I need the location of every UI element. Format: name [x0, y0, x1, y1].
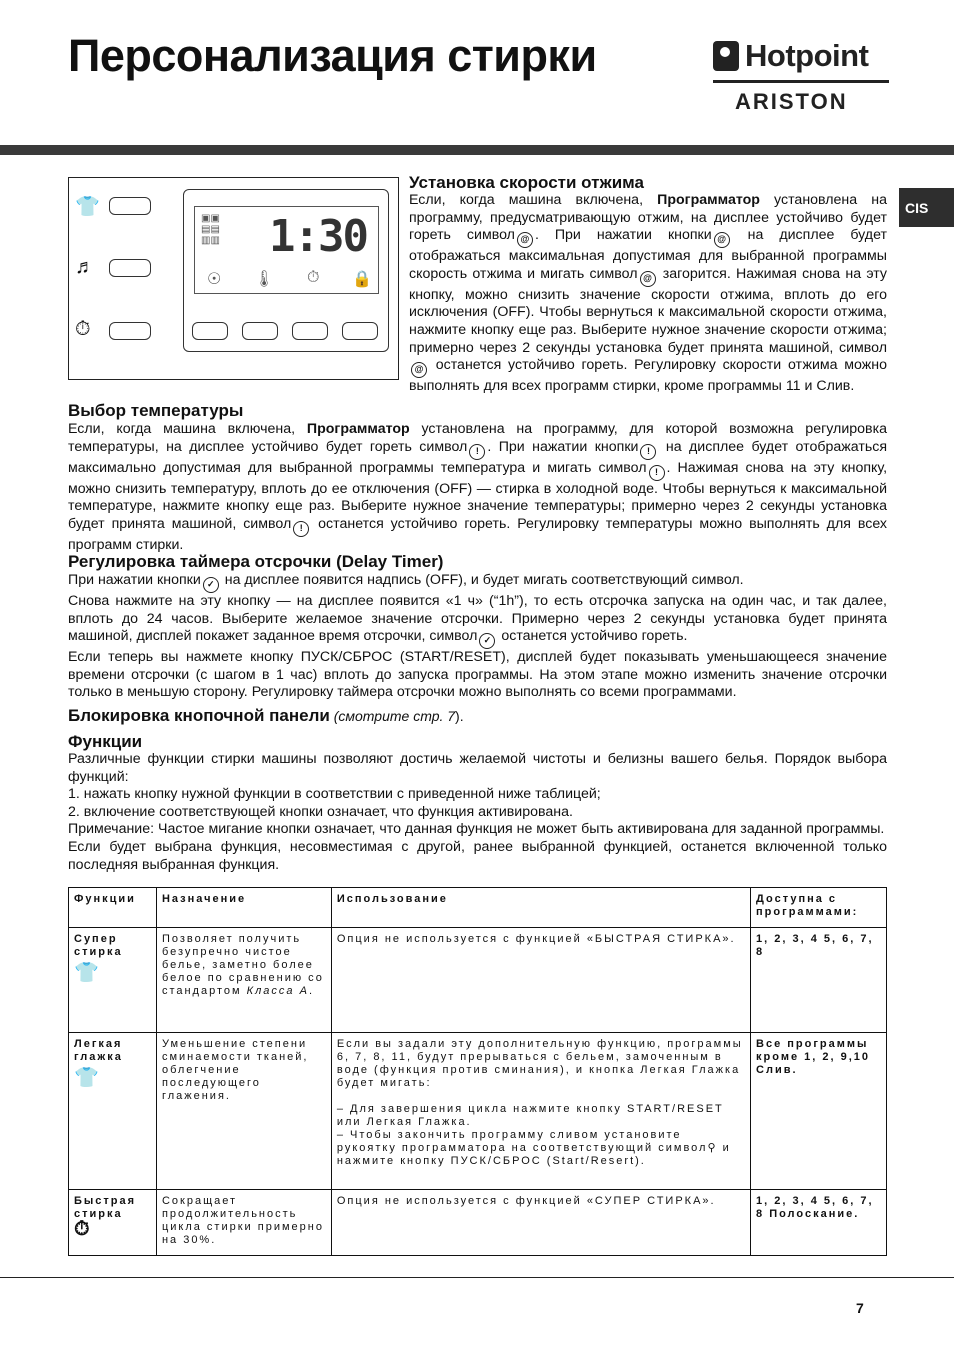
logo-text-bottom: ARISTON	[735, 89, 848, 114]
functions-table	[68, 887, 887, 1256]
lock-icon: 🔒	[352, 271, 372, 288]
table-row	[69, 928, 887, 1033]
display-frame	[183, 189, 389, 352]
temperature-button-illustration	[242, 322, 278, 340]
column-header: Использование	[331, 888, 750, 928]
temperature-icon: !	[293, 521, 309, 537]
table-row	[69, 1033, 887, 1190]
drain-icon: ⚲	[707, 1142, 718, 1154]
easy-iron-icon: 👕	[74, 1067, 99, 1089]
lcd-display	[194, 206, 379, 294]
spin-button-illustration	[192, 322, 228, 340]
function-name-cell: Легкая глажка 👕	[69, 1033, 157, 1190]
display-time: 1:30	[269, 211, 367, 262]
spin-heading: Установка скорости отжима	[409, 173, 644, 192]
spin-icon: @	[411, 362, 427, 378]
temperature-icon: !	[469, 444, 485, 460]
programs-cell: 1, 2, 3, 4 5, 6, 7, 8 Полоскание.	[751, 1190, 887, 1256]
lcd-status-icons: ▣▣ ▤▤ ▥▥	[201, 213, 220, 246]
language-tab: CIS	[899, 188, 954, 227]
delay-button-illustration	[292, 322, 328, 340]
iron-icon: ♬	[75, 256, 95, 278]
purpose-cell: Сокращает продолжительность цикла стирки примерно на 30%.	[156, 1190, 331, 1256]
shirt-icon: 👕	[75, 196, 100, 218]
timer-icon: ⏱	[75, 318, 91, 340]
temperature-heading: Выбор температуры	[68, 401, 244, 420]
temperature-text: Если, когда машина включена, Программатор установлена на программу, для которой возможна регулировка температуры, на дисплее устойчиво будет гореть символ ! . При нажатии кнопки ! на дисплее будет отображаться максимально допустимая для выбранной программы температура и мигать символ ! . Нажимая снова на эту кнопку, можно снизить температуру, вплоть до ее отключения (OFF) — стирка в холодной воде. Чтобы вернуться к максимальной температуре, нажмите кнопку еще раз. Выберите нужное значение температуры; примерно через 2 секунды установка будет принята машиной, символ ! останется устойчиво гореть. Регулировку температуры можно выполнять для всех программ стирки.	[68, 421, 888, 553]
easy-iron-button-illustration	[109, 259, 151, 277]
spin-text: Если, когда машина включена, Программатор установлена на программу, предусматривающую отжим, на дисплее устойчиво будет гореть символ @ . При нажатии кнопки @ на дисплее будет отображаться максимальная допустимая для выбранной программы скорость отжима и мигать символ @ загорится. Нажимая снова на эту кнопку, можно снизить значение скорости отжима, вплоть до его исключения (OFF). Чтобы вернуться к максимальной скорости отжима, нажмите кнопку еще раз. Выберите нужное значение скорости отжима; примерно через 2 секунды установка будет принята машиной, символ@ останется устойчиво гореть. Регулировку скорости отжима можно выполнять для всех программ стирки, кроме программы 11 и Слив.	[409, 192, 887, 395]
super-wash-button-illustration	[109, 197, 151, 215]
functions-text: Различные функции стирки машины позволяют достичь желаемой чистоты и белизны вашего белья. Порядок выбора функций: 1. нажать кнопку нужной функции в соответствии с приведенной ниже таблицей; 2. включение соответствующей кнопки означает, что функция активирована. Примечание: Частое мигание кнопки означает, что данная функция не может быть активирована для заданной программы. Если будет выбрана функция, несовместимая с другой, ранее выбранной функцией, останется включенной только последняя выбранная функция.	[68, 751, 887, 873]
control-panel-illustration	[68, 177, 399, 380]
spin-icon: @	[640, 271, 656, 287]
usage-cell: Опция не используется с функцией «БЫСТРАЯ СТИРКА».	[331, 928, 750, 1033]
lock-button-illustration	[342, 322, 378, 340]
programs-cell: Все программы кроме 1, 2, 9,10 Слив.	[751, 1033, 887, 1190]
footer-divider	[0, 1277, 954, 1278]
brand-logo	[713, 38, 889, 115]
temperature-icon: 🌡	[253, 271, 275, 288]
timer-icon: ⏱	[306, 269, 320, 286]
programs-cell: 1, 2, 3, 4 5, 6, 7, 8	[751, 928, 887, 1033]
super-wash-icon: 👕	[74, 962, 99, 984]
temperature-icon: !	[649, 465, 665, 481]
quick-wash-icon: ⏱	[74, 1218, 90, 1240]
lock-heading: Блокировка кнопочной панели (смотрите стр. 7).	[68, 706, 464, 725]
column-header: Доступна с программами:	[751, 888, 887, 928]
purpose-cell: Уменьшение степени сминаемости тканей, облегчение последующего глажения.	[156, 1033, 331, 1190]
logo-text-top: Hotpoint	[745, 38, 869, 73]
quick-wash-button-illustration	[109, 322, 151, 340]
functions-heading: Функции	[68, 732, 143, 751]
table-row	[69, 1190, 887, 1256]
table-header-row	[69, 888, 887, 928]
purpose-cell: Позволяет получить безупречно чистое белье, заметно более белое по сравнению со стандартом Класса А.	[156, 928, 331, 1033]
hotpoint-logo-icon	[713, 41, 739, 71]
delay-heading: Регулировка таймера отсрочки (Delay Timer)	[68, 552, 444, 571]
lcd-bottom-icons	[207, 269, 372, 289]
timer-icon: ✓	[479, 633, 495, 649]
header-bar	[0, 145, 954, 155]
spin-icon: @	[714, 232, 730, 248]
page-number: 7	[856, 1300, 864, 1316]
function-name-cell: Супер стирка 👕	[69, 928, 157, 1033]
delay-text: При нажатии кнопки ✓ на дисплее появится надпись (OFF), и будет мигать соответствующий символ. Снова нажмите на эту кнопку — на дисплее появится «1 ч» (“1h”), то есть отсрочка запуска на один час, и так далее, вплоть до 24 часов. Выберите желаемое значение отсрочки. Примерно через 2 секунды установка будет принята машиной, дисплей покажет заданное время отсрочки, символ ✓ останется устойчиво гореть. Если теперь вы нажмете кнопку ПУСК/СБРОС (START/RESET), дисплей будет показывать уменьшающееся значение времени отсрочки (с шагом в 1 час) вплоть до запуска программы. На этом этапе можно изменить значение отсрочки только в меньшую сторону. Регулировку таймера отсрочки можно выполнять со всеми программами.	[68, 572, 887, 701]
column-header: Функции	[69, 888, 157, 928]
column-header: Назначение	[156, 888, 331, 928]
usage-cell: Если вы задали эту дополнительную функцию, программы 6, 7, 8, 11, будут прерываться с бельем, замоченным в воде (функция против сминания), и кнопка Легкая Глажка будет мигать: – Для завершения цикла нажмите кнопку START/RESET или Легкая Глажка. – Чтобы закончить программу сливом установите рукоятку программатора на соответствующий символ⚲ и нажмите кнопку ПУСК/СБРОС (Start/Resert).	[331, 1033, 750, 1190]
usage-cell: Опция не используется с функцией «СУПЕР СТИРКА».	[331, 1190, 750, 1256]
logo-divider	[713, 80, 889, 83]
function-name-cell: Быстрая стирка ⏱	[69, 1190, 157, 1256]
spin-icon: ☉	[207, 271, 222, 288]
spin-icon: @	[517, 232, 533, 248]
page-title: Персонализация стирки	[68, 30, 597, 81]
timer-icon: ✓	[203, 577, 219, 593]
temperature-icon: !	[640, 444, 656, 460]
